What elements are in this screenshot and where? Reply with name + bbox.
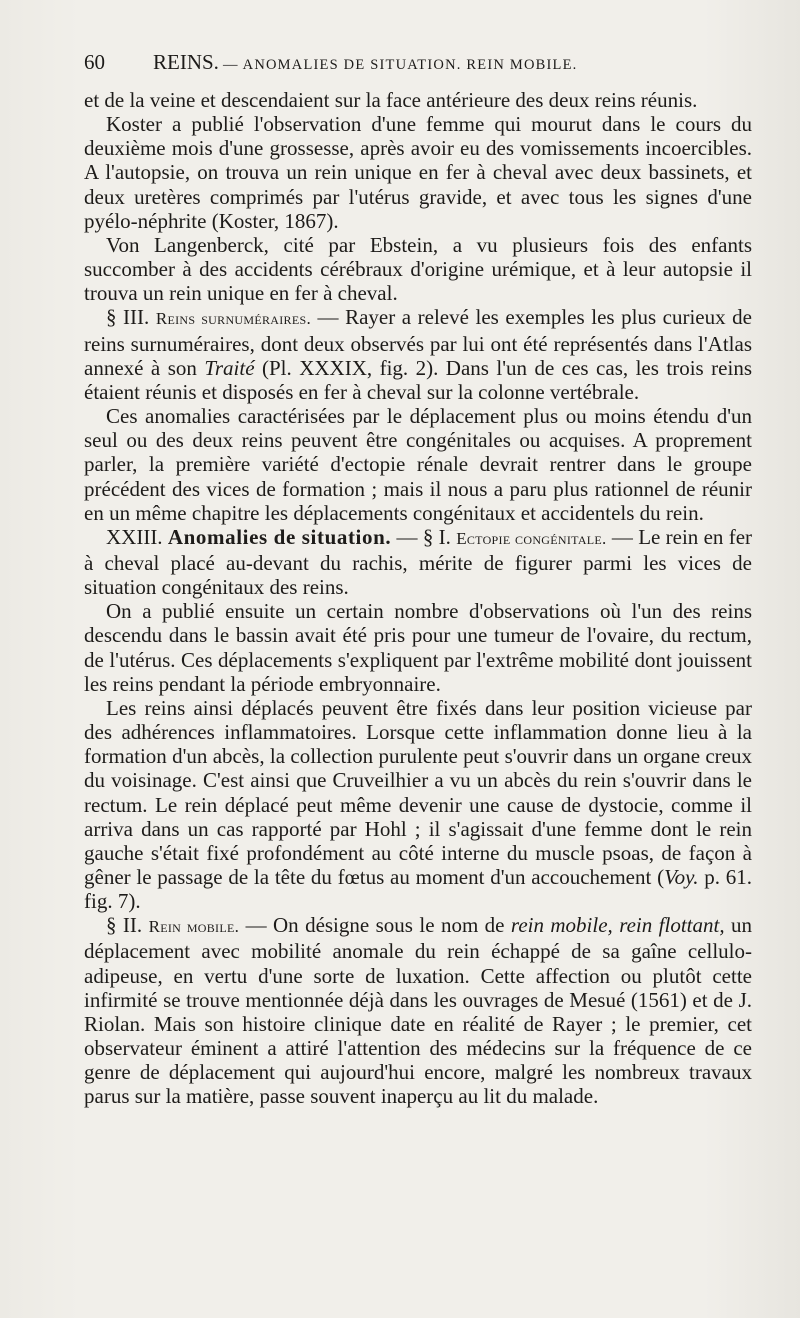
paragraph-reins-surnumeraires (84, 305, 752, 404)
running-header (84, 50, 754, 80)
paragraph-dystocie (84, 696, 752, 913)
paragraph-text: un déplacement avec mobilité anomale du rein échappé de sa gaîne cellulo-adipeuse, en vertu d'une sorte de luxation. Cette affection ou plutôt cette infirmité se trouve mentionnée déjà dans les ouvrages de Mesué (1561) et de J. Riolan. Mais son histoire clinique date en réalité de Rayer ; le premier, cet observateur éminent a attiré l'attention des médecins sur la fréquence de ce genre de déplacement qui aujourd'hui encore, malgré les nombreux travaux parus sur la matière, passe souvent inaperçu au lit du malade. (84, 913, 752, 1109)
paragraph-rein-mobile (84, 913, 752, 1108)
section-heading: Reins surnuméraires. (155, 309, 311, 329)
paragraph: Von Langenberck, cité par Ebstein, a vu plusieurs fois des enfants succomber à des accidents cérébraux d'origine urémique, et à leur autopsie il trouva un rein unique en fer à cheval. (84, 232, 752, 306)
paragraph: Ces anomalies caractérisées par le déplacement plus ou moins étendu d'un seul ou des deux reins peuvent être congénitales ou acquises. A proprement parler, la première variété d'ectopie rénale devrait rentrer dans le groupe précédent des vices de formation ; mais il nous a paru plus rationnel de réunir en un même chapitre les déplacements congénitaux et accidentels du rein. (84, 404, 752, 525)
body-text (84, 88, 752, 1109)
paragraph-text: Les reins ainsi déplacés peuvent être fixés dans leur position vicieuse par des adhérences inflammatoires. Lorsque cette inflammation donne lieu à la formation d'un abcès, la collection purulente peut s'ouvrir dans un organe creux du voisinage. C'est ainsi que Cruveilhier a vu un abcès du rein s'ouvrir dans le rectum. Le rein déplacé peut même devenir une cause de dystocie, comme il arriva dans un cas rapporté par Hohl ; il s'agissait d'une femme dont le rein gauche s'était fixé profondément au côté interne du muscle psoas, de façon à gêner le passage de la tête du fœtus au moment d'un accouchement ( (84, 695, 752, 889)
page-number: 60 (84, 50, 105, 74)
italic-text: Traité (204, 355, 255, 380)
paragraph-text: — Le rein en fer à cheval placé au-devant du rachis, mérite de figurer parmi les vices de situation congénitaux des reins. (84, 524, 753, 600)
paragraph: On a publié ensuite un certain nombre d'observations où l'un des reins descendu dans le bassin avait été pris pour une tumeur de l'ovaire, du rectum, de l'utérus. Ces déplacements s'expliquent par l'extrême mobilité dont jouissent les reins pendant la période embryonnaire. (84, 599, 752, 696)
section-number: § III. (106, 305, 150, 330)
paragraph-text: p. 61. fig. 7). (84, 865, 752, 914)
section-separator: — § I. (391, 524, 451, 549)
italic-text: Voy. (664, 865, 699, 889)
running-subtitle: — ANOMALIES DE SITUATION. REIN MOBILE. (222, 57, 578, 73)
paragraph-text: — Rayer a relevé les exemples les plus curieux de reins surnuméraires, dont deux observés par lui ont été représentés dans l'Atlas annexé à son (84, 305, 753, 380)
paragraph: et de la veine et descendaient sur la face antérieure des deux reins réunis. (84, 88, 698, 112)
paragraph-text: — On désigne sous le nom de (239, 913, 511, 938)
section-heading: Ectopie congénitale. (456, 528, 607, 548)
paragraph: Koster a publié l'observation d'une femme qui mourut dans le cours du deuxième mois d'une grossesse, après avoir eu des vomissements incoercibles. A l'autopsie, on trouva un rein unique en fer à cheval avec deux bassinets, et deux uretères comprimés par l'utérus gravide, et avec tous les signes d'une pyélo-néphrite (Koster, 1867). (84, 112, 752, 233)
running-title: REINS. (153, 50, 219, 74)
section-heading: Rein mobile. (148, 917, 240, 937)
paragraph-anomalies-situation (84, 525, 752, 599)
chapter-number: XXIII. (106, 524, 163, 549)
italic-text: rein mobile, rein flottant, (510, 913, 725, 938)
chapter-heading: Anomalies de situation. (167, 524, 392, 549)
section-number: § II. (106, 913, 143, 938)
paragraph-text: (Pl. XXXIX, fig. 2). Dans l'un de ces cas, les trois reins étaient réunis et disposés en fer à cheval sur la colonne vertébrale. (84, 355, 752, 404)
